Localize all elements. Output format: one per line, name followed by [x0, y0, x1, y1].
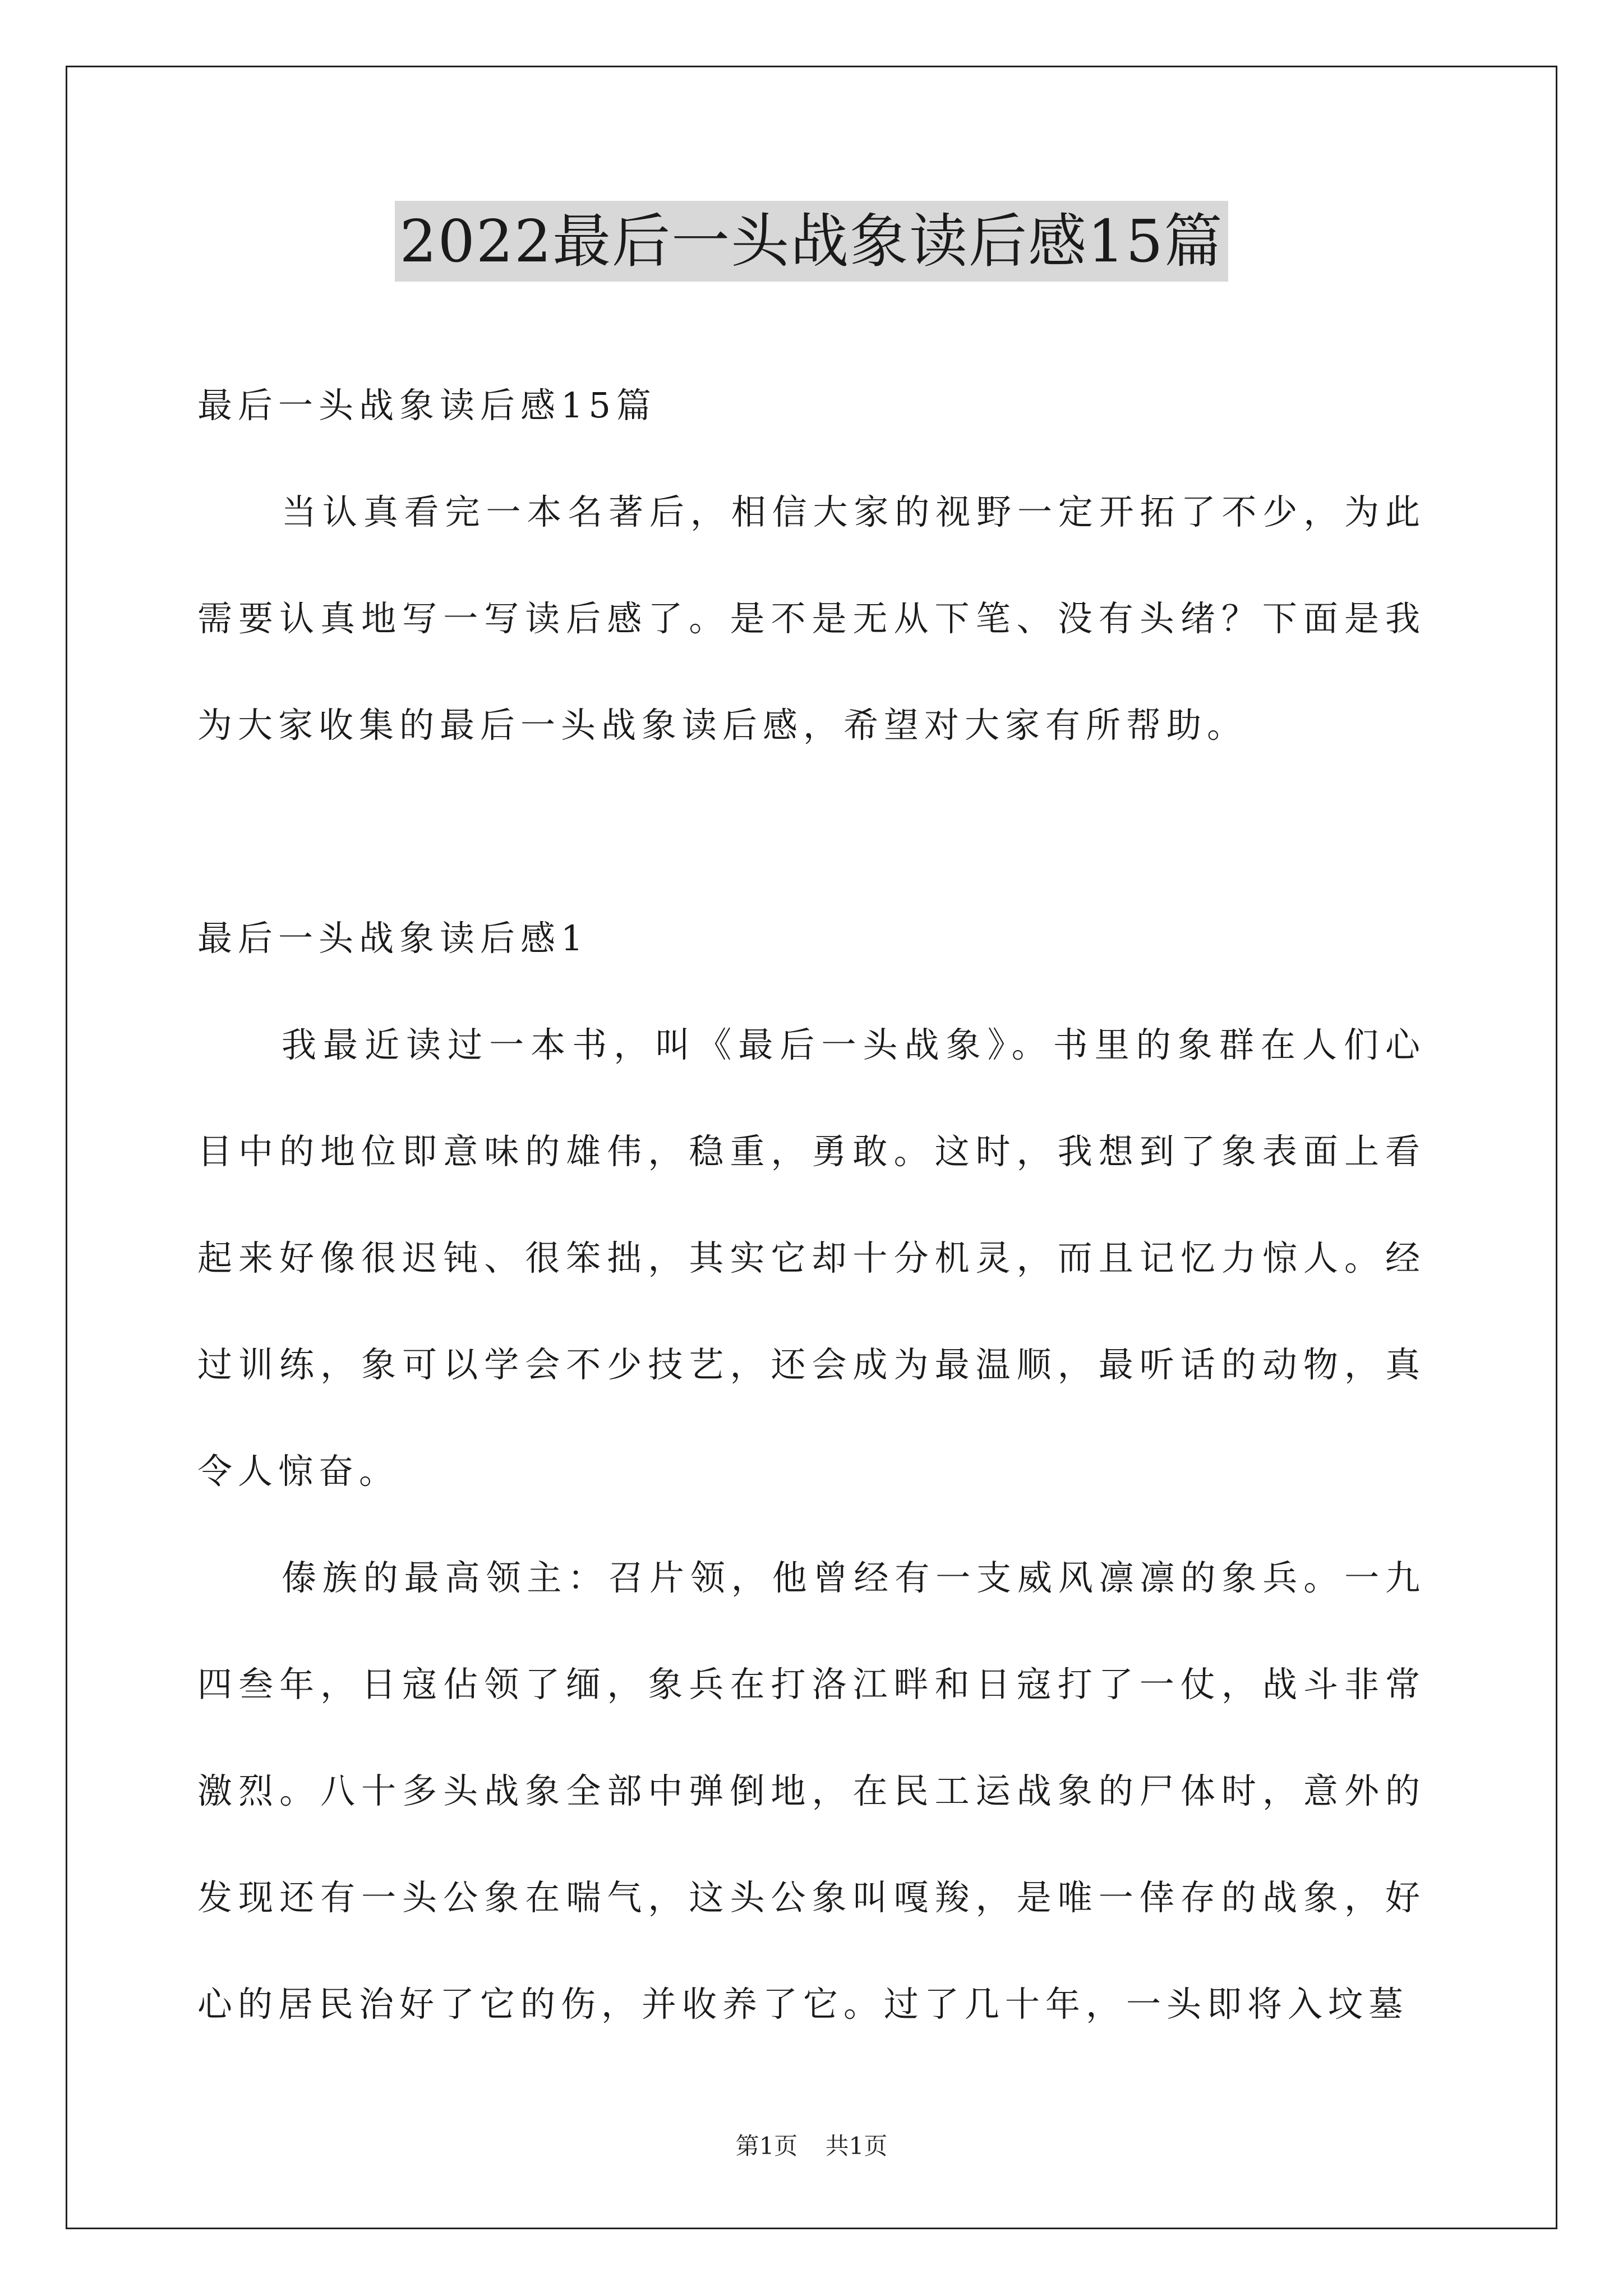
blank-line	[197, 779, 1426, 885]
section-heading: 最后一头战象读后感1	[197, 918, 589, 959]
intro-paragraph: 当认真看完一本名著后，相信大家的视野一定开拓了不少，为此需要认真地写一写读后感了。是不是无从下笔、没有头绪？下面是我为大家收集的最后一头战象读后感，希望对大家有所帮助。	[197, 491, 1426, 746]
page-number-current: 第1页	[735, 2132, 798, 2160]
page-footer	[0, 2128, 1623, 2161]
body-paragraph: 傣族的最高领主：召片领，他曾经有一支威风凛凛的象兵。一九四叁年，日寇佔领了缅，象兵在打洛江畔和日寇打了一仗，战斗非常激烈。八十多头战象全部中弹倒地，在民工运战象的尸体时，意外的发现还有一头公象在喘气，这头公象叫嘎羧，是唯一倖存的战象，好心的居民治好了它的伤，并收养了它。过了几十年，一头即将入坟墓	[197, 1557, 1426, 2024]
page-number-total: 共1页	[825, 2132, 888, 2160]
document-body	[197, 352, 1426, 2058]
title-container	[0, 201, 1623, 282]
document-title: 2022最后一头战象读后感15篇	[395, 201, 1228, 282]
body-paragraph: 我最近读过一本书，叫《最后一头战象》。书里的象群在人们心目中的地位即意味的雄伟，稳重，勇敢。这时，我想到了象表面上看起来好像很迟钝、很笨拙，其实它却十分机灵，而且记忆力惊人。经过训练，象可以学会不少技艺，还会成为最温顺，最听话的动物，真令人惊奋。	[197, 1024, 1426, 1492]
document-subtitle: 最后一头战象读后感15篇	[197, 385, 657, 426]
